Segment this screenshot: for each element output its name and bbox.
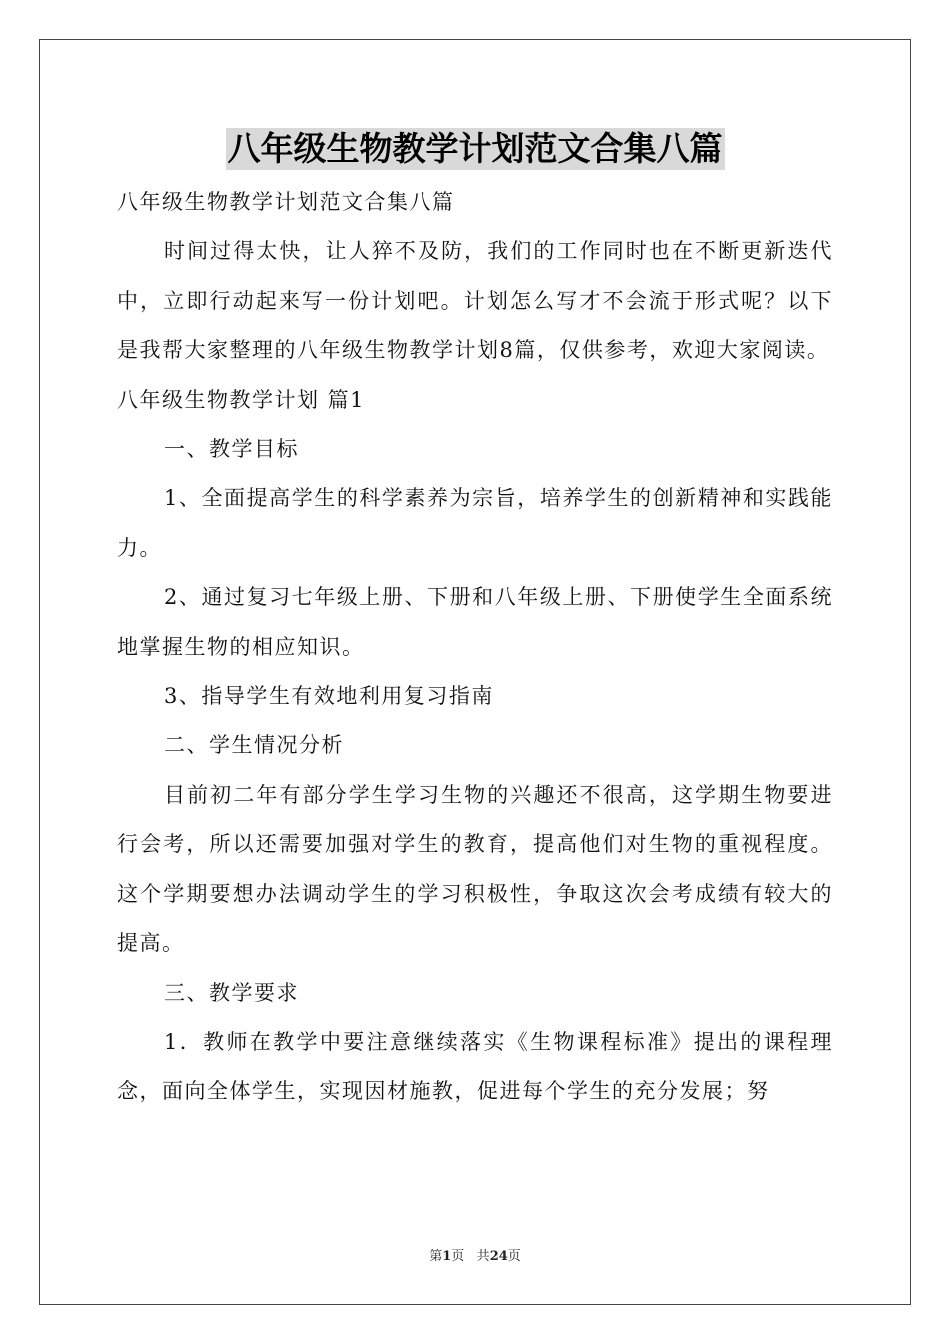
paragraph: 一、教学目标: [164, 437, 299, 462]
page-label-suffix: 页: [451, 1249, 465, 1264]
paragraph: 三、教学要求: [164, 980, 299, 1005]
document-title: 八年级生物教学计划范文合集八篇: [227, 129, 723, 168]
total-label-suffix: 页: [507, 1249, 521, 1264]
paragraph: 1．教师在教学中要注意继续落实《生物课程标准》提出的课程理念，面向全体学生，实现因材施教，促进每个学生的充分发展；努: [117, 1029, 833, 1104]
total-label-prefix: 共: [476, 1249, 490, 1264]
page-current: 1: [442, 1249, 452, 1264]
page-footer: [0, 1248, 950, 1266]
paragraph: 1、全面提高学生的科学素养为宗旨，培养学生的创新精神和实践能力。: [117, 486, 833, 560]
paragraph: 二、学生情况分析: [164, 733, 344, 758]
document-body: [117, 178, 833, 1117]
section-heading: 八年级生物教学计划 篇1: [117, 387, 366, 412]
paragraph: 3、指导学生有效地利用复习指南: [164, 684, 494, 709]
paragraph: 2、通过复习七年级上册、下册和八年级上册、下册使学生全面系统地掌握生物的相应知识。: [117, 585, 833, 659]
page-total: 24: [489, 1249, 508, 1264]
title-area: [0, 128, 950, 170]
paragraph: 时间过得太快，让人猝不及防，我们的工作同时也在不断更新迭代中，立即行动起来写一份计划吧。计划怎么写才不会流于形式呢？以下是我帮大家整理的八年级生物教学计划8篇，仅供参考，欢迎大家阅读。: [117, 239, 833, 363]
paragraph: 目前初二年有部分学生学习生物的兴趣还不很高，这学期生物要进行会考，所以还需要加强对学生的教育，提高他们对生物的重视程度。这个学期要想办法调动学生的学习积极性，争取这次会考成绩有较大的提高。: [117, 782, 833, 956]
paragraph: 八年级生物教学计划范文合集八篇: [117, 190, 455, 214]
page-label-prefix: 第: [429, 1249, 443, 1264]
